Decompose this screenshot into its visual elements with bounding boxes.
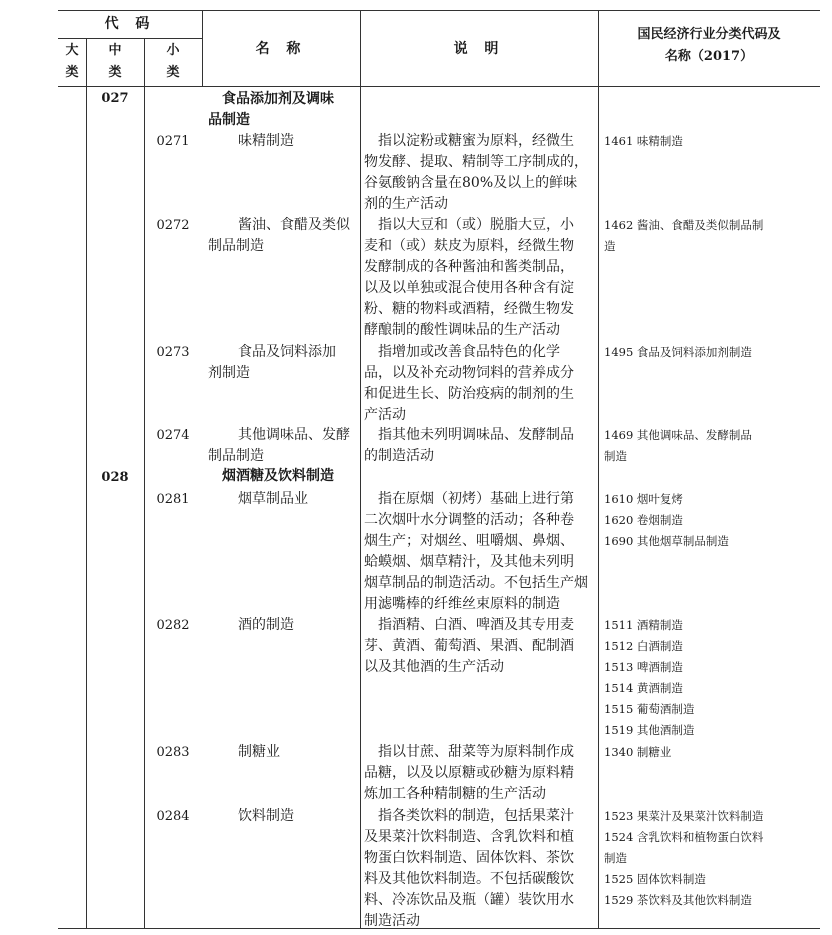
row-code: 0283	[156, 745, 190, 760]
col-rule-middle-minor	[144, 38, 145, 928]
group-name: 烟酒糖及饮料制造	[222, 468, 334, 484]
row-code: 0282	[156, 618, 190, 633]
header-code-group: 代 码	[104, 16, 156, 32]
row-desc: 指以淀粉或糖蜜为原料，经微生 物发酵、提取、精制等工序制成的， 谷氨酸钠含量在80%及以上的鲜味 剂的生产活动	[364, 133, 588, 212]
row-desc: 指在原烟（初烤）基础上进行第 二次烟叶水分调整的活动；各种卷 烟生产；对烟丝、咀嚼烟、鼻烟、 蛤蟆烟、烟草精汁，及其他未列明 烟草制品的制造活动。不包括生产烟 用滤嘴棒的纤维丝束原料的制造	[364, 491, 588, 612]
header-bottom-rule	[58, 86, 820, 87]
header-minor: 小 类	[166, 43, 180, 80]
row-desc: 指酒精、白酒、啤酒及其专用麦 芽、黄酒、葡萄酒、果酒、配制酒 以及其他酒的生产活动	[364, 617, 574, 675]
row-code: 0284	[156, 809, 190, 824]
row-desc: 指其他未列明调味品、发酵制品 的制造活动	[364, 427, 574, 464]
row-code: 0274	[156, 428, 190, 443]
row-ref: 1469 其他调味品、发酵制品 制造	[604, 428, 752, 463]
col-rule-desc-ref	[598, 10, 599, 928]
header-desc: 说 明	[453, 41, 505, 57]
header-middle: 中 类	[108, 43, 122, 80]
header-ref: 国民经济行业分类代码及 名称（2017）	[637, 27, 781, 64]
table-top-rule	[58, 10, 820, 11]
row-ref: 1461 味精制造	[604, 134, 683, 148]
col-rule-name-desc	[360, 10, 361, 928]
row-name: 饮料制造	[238, 808, 294, 824]
row-name: 制糖业	[238, 744, 280, 760]
row-code: 0272	[156, 218, 190, 233]
group-name: 食品添加剂及调味 品制造	[208, 91, 334, 128]
row-desc: 指各类饮料的制造，包括果菜汁 及果菜汁饮料制造、含乳饮料和植 物蛋白饮料制造、固体饮料、茶饮 料及其他饮料制造。不包括碳酸饮 料、冷冻饮品及瓶（罐）装饮用水 制造活动	[364, 808, 574, 929]
row-code: 0271	[156, 134, 190, 149]
row-name: 其他调味品、发酵 制品制造	[208, 427, 350, 464]
row-name: 食品及饲料添加 剂制造	[208, 344, 336, 381]
row-desc: 指增加或改善食品特色的化学 品，以及补充动物饲料的营养成分 和促进生长、防治疫病的制剂的生 产活动	[364, 344, 574, 423]
row-ref: 1462 酱油、食醋及类似制品制 造	[604, 218, 764, 253]
row-ref: 1511 酒精制造 1512 白酒制造 1513 啤酒制造 1514 黄酒制造 1515 葡萄酒制造 1519 其他酒制造	[604, 618, 695, 737]
row-code: 0281	[156, 492, 190, 507]
row-name: 酒的制造	[238, 617, 294, 633]
header-major: 大 类	[65, 43, 79, 80]
code-group-rule	[58, 38, 202, 39]
row-ref: 1610 烟叶复烤 1620 卷烟制造 1690 其他烟草制品制造	[604, 492, 729, 548]
row-ref: 1340 制糖业	[604, 745, 672, 759]
row-ref: 1495 食品及饲料添加剂制造	[604, 345, 752, 359]
row-desc: 指以大豆和（或）脱脂大豆，小 麦和（或）麸皮为原料，经微生物 发酵制成的各种酱油和酱类制品， 以及以单独或混合使用各种含有淀 粉、糖的物料或酒精，经微生物发 酵酿制的酸性调味品的生产活动	[364, 217, 574, 338]
row-name: 烟草制品业	[238, 491, 308, 507]
header-name: 名 称	[255, 41, 307, 57]
group-code: 027	[101, 91, 129, 106]
row-desc: 指以甘蔗、甜菜等为原料制作成 品糖，以及以原糖或砂糖为原料精 炼加工各种精制糖的生产活动	[364, 744, 574, 802]
group-code: 028	[101, 470, 129, 485]
row-name: 味精制造	[238, 133, 294, 149]
row-ref: 1523 果菜汁及果菜汁饮料制造 1524 含乳饮料和植物蛋白饮料 制造 1525 固体饮料制造 1529 茶饮料及其他饮料制造	[604, 809, 764, 907]
row-code: 0273	[156, 345, 190, 360]
row-name: 酱油、食醋及类似 制品制造	[208, 217, 350, 254]
